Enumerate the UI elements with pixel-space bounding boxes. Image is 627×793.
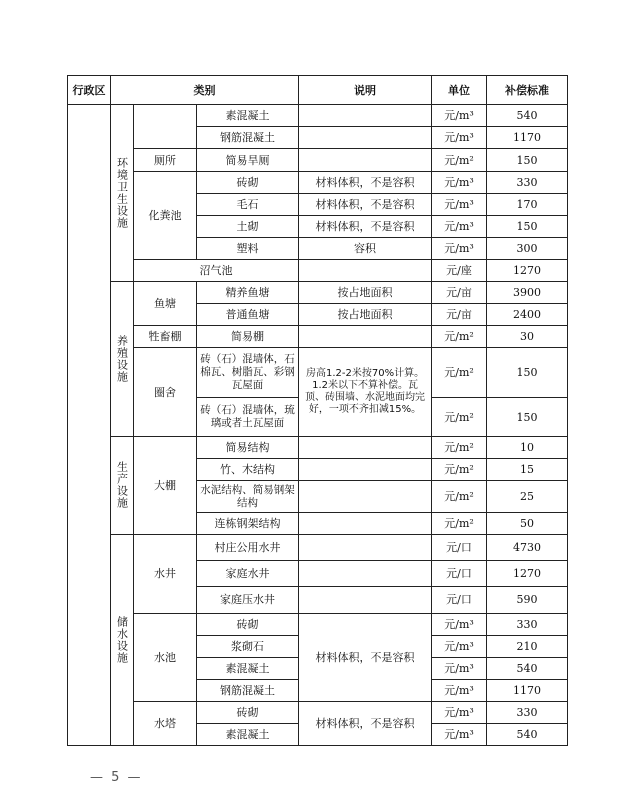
unit-cell: 元/m³	[432, 171, 487, 193]
std-cell: 3900	[487, 281, 568, 303]
item-cell: 钢筋混凝土	[197, 127, 299, 149]
unit-cell: 元/m²	[432, 325, 487, 347]
desc-cell	[299, 512, 432, 534]
sub-pen: 圈舍	[134, 347, 197, 436]
header-category: 类别	[111, 76, 299, 105]
table-row	[68, 347, 568, 397]
sub-fishpond: 鱼塘	[134, 281, 197, 325]
item-cell: 普通鱼塘	[197, 303, 299, 325]
item-cell: 砖砌	[197, 171, 299, 193]
unit-cell: 元/m²	[432, 398, 487, 437]
unit-cell: 元/m³	[432, 105, 487, 127]
std-cell: 1270	[487, 561, 568, 587]
sub-toilet: 厕所	[134, 149, 197, 171]
unit-cell: 元/m²	[432, 437, 487, 459]
item-cell: 家庭水井	[197, 561, 299, 587]
table-row	[68, 534, 568, 560]
std-cell: 540	[487, 105, 568, 127]
desc-cell: 材料体积，不是容积	[299, 215, 432, 237]
unit-cell: 元/口	[432, 534, 487, 560]
item-cell: 砖砌	[197, 613, 299, 635]
desc-cell: 材料体积，不是容积	[299, 193, 432, 215]
desc-cell	[299, 481, 432, 513]
desc-cell: 材料体积，不是容积	[299, 613, 432, 701]
std-cell: 30	[487, 325, 568, 347]
std-cell: 590	[487, 587, 568, 613]
item-cell: 钢筋混凝土	[197, 679, 299, 701]
item-cell: 精养鱼塘	[197, 281, 299, 303]
std-cell: 25	[487, 481, 568, 513]
unit-cell: 元/亩	[432, 303, 487, 325]
unit-cell: 元/m³	[432, 657, 487, 679]
std-cell: 330	[487, 701, 568, 723]
desc-cell: 容积	[299, 237, 432, 259]
desc-cell	[299, 127, 432, 149]
std-cell: 330	[487, 613, 568, 635]
desc-cell: 材料体积，不是容积	[299, 171, 432, 193]
table-row	[68, 105, 568, 127]
std-cell: 150	[487, 347, 568, 397]
unit-cell: 元/m²	[432, 347, 487, 397]
std-cell: 1170	[487, 679, 568, 701]
sub-pool: 水池	[134, 613, 197, 701]
header-standard: 补偿标准	[487, 76, 568, 105]
sub-greenhouse: 大棚	[134, 437, 197, 535]
unit-cell: 元/座	[432, 259, 487, 281]
std-cell: 2400	[487, 303, 568, 325]
sub-well: 水井	[134, 534, 197, 613]
unit-cell: 元/m³	[432, 635, 487, 657]
table-row	[68, 325, 568, 347]
item-cell: 素混凝土	[197, 723, 299, 745]
item-cell: 毛石	[197, 193, 299, 215]
unit-cell: 元/m³	[432, 701, 487, 723]
unit-cell: 元/m³	[432, 613, 487, 635]
header-unit: 单位	[432, 76, 487, 105]
desc-cell: 按占地面积	[299, 303, 432, 325]
item-cell: 村庄公用水井	[197, 534, 299, 560]
group-env: 环境卫生设施	[111, 105, 134, 281]
table-row	[68, 437, 568, 459]
std-cell: 330	[487, 171, 568, 193]
desc-cell	[299, 459, 432, 481]
desc-cell	[299, 534, 432, 560]
sub-livestock: 牲畜棚	[134, 325, 197, 347]
group-water: 储水设施	[111, 534, 134, 745]
std-cell: 150	[487, 149, 568, 171]
desc-cell	[299, 149, 432, 171]
item-cell: 浆砌石	[197, 635, 299, 657]
item-cell: 竹、木结构	[197, 459, 299, 481]
item-cell: 素混凝土	[197, 105, 299, 127]
unit-cell: 元/m³	[432, 193, 487, 215]
page-number: — 5 —	[90, 770, 143, 785]
unit-cell: 元/m²	[432, 149, 487, 171]
std-cell: 540	[487, 657, 568, 679]
std-cell: 10	[487, 437, 568, 459]
desc-cell	[299, 437, 432, 459]
item-cell: 砖（石）混墙体，琉璃或者土瓦屋面	[197, 398, 299, 437]
header-description: 说明	[299, 76, 432, 105]
sub-tower: 水塔	[134, 701, 197, 745]
desc-cell: 按占地面积	[299, 281, 432, 303]
std-cell: 150	[487, 215, 568, 237]
header-region: 行政区	[68, 76, 111, 105]
sub-blank	[134, 105, 197, 149]
region-cell	[68, 105, 111, 746]
table-row	[68, 613, 568, 635]
unit-cell: 元/亩	[432, 281, 487, 303]
desc-cell	[299, 259, 432, 281]
desc-cell: 材料体积，不是容积	[299, 701, 432, 745]
std-cell: 210	[487, 635, 568, 657]
std-cell: 15	[487, 459, 568, 481]
item-cell: 砖砌	[197, 701, 299, 723]
unit-cell: 元/m³	[432, 679, 487, 701]
desc-cell	[299, 561, 432, 587]
compensation-table	[67, 75, 568, 746]
item-cell: 砖（石）混墙体，石棉瓦、树脂瓦、彩钢瓦屋面	[197, 347, 299, 397]
table-row	[68, 259, 568, 281]
std-cell: 4730	[487, 534, 568, 560]
item-cell: 简易旱厕	[197, 149, 299, 171]
unit-cell: 元/口	[432, 561, 487, 587]
unit-cell: 元/m²	[432, 481, 487, 513]
desc-cell	[299, 325, 432, 347]
std-cell: 1270	[487, 259, 568, 281]
item-cell: 土砌	[197, 215, 299, 237]
item-cell: 水泥结构、简易钢架结构	[197, 481, 299, 513]
item-cell: 家庭压水井	[197, 587, 299, 613]
unit-cell: 元/m²	[432, 512, 487, 534]
std-cell: 150	[487, 398, 568, 437]
std-cell: 540	[487, 723, 568, 745]
unit-cell: 元/m³	[432, 215, 487, 237]
group-breed: 养殖设施	[111, 281, 134, 436]
item-cell: 塑料	[197, 237, 299, 259]
item-cell: 连栋钢架结构	[197, 512, 299, 534]
unit-cell: 元/m³	[432, 237, 487, 259]
table-row	[68, 149, 568, 171]
header-row	[68, 76, 568, 105]
item-cell: 简易结构	[197, 437, 299, 459]
unit-cell: 元/m³	[432, 723, 487, 745]
table-row	[68, 281, 568, 303]
unit-cell: 元/m³	[432, 127, 487, 149]
item-cell: 简易棚	[197, 325, 299, 347]
item-cell: 沼气池	[134, 259, 299, 281]
std-cell: 50	[487, 512, 568, 534]
table-row	[68, 701, 568, 723]
std-cell: 170	[487, 193, 568, 215]
desc-cell	[299, 105, 432, 127]
item-cell: 素混凝土	[197, 657, 299, 679]
unit-cell: 元/m²	[432, 459, 487, 481]
desc-cell: 房高1.2-2米按70%计算。1.2米以下不算补偿。瓦顶、砖围墙、水泥地面均完好，一项不齐扣减15%。	[299, 347, 432, 436]
unit-cell: 元/口	[432, 587, 487, 613]
desc-cell	[299, 587, 432, 613]
std-cell: 1170	[487, 127, 568, 149]
sub-septic: 化粪池	[134, 171, 197, 259]
table-row	[68, 171, 568, 193]
std-cell: 300	[487, 237, 568, 259]
group-prod: 生产设施	[111, 437, 134, 535]
